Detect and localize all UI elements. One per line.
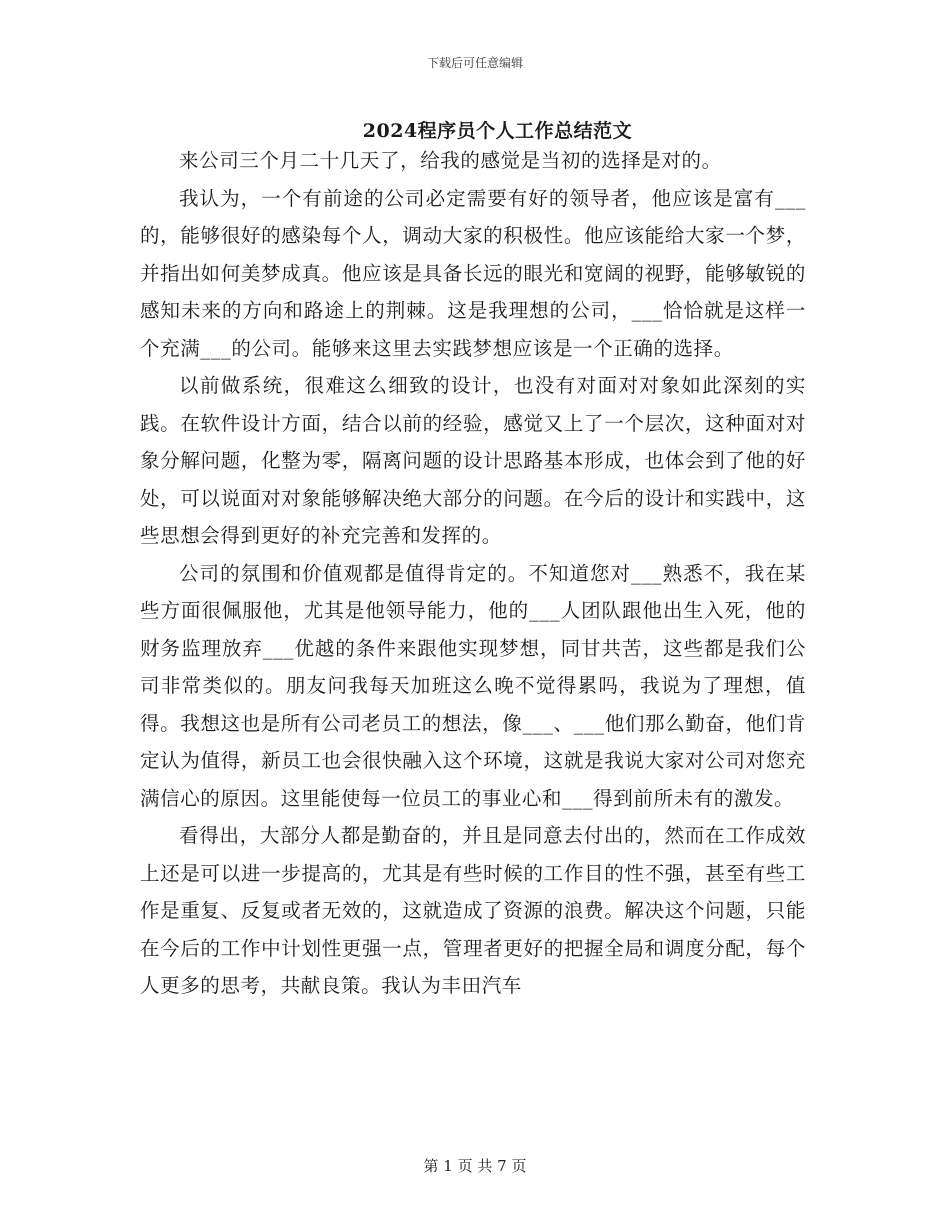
- paragraph: 看得出，大部分人都是勤奋的，并且是同意去付出的，然而在工作成效上还是可以进一步提高的，尤其是有些时候的工作目的性不强，甚至有些工作是重复、反复或者无效的，这就造成了资源的浪费。解决这个问题，只能在今后的工作中计划性更强一点，管理者更好的把握全局和调度分配，每个人更多的思考，共献良策。我认为丰田汽车: [140, 824, 806, 997]
- paragraph: 公司的氛围和价值观都是值得肯定的。不知道您对___熟悉不，我在某些方面很佩服他，尤其是他领导能力，他的___人团队跟他出生入死，他的财务监理放弃___优越的条件来跟他实现梦想，同甘共苦，这些都是我们公司非常类似的。朋友问我每天加班这么晚不觉得累吗，我说为了理想，值得。我想这也是所有公司老员工的想法，像___、___他们那么勤奋，他们肯定认为值得，新员工也会很快融入这个环境，这就是我说大家对公司对您充满信心的原因。这里能使每一位员工的事业心和___得到前所未有的激发。: [140, 561, 806, 810]
- paragraph: 以前做系统，很难这么细致的设计，也没有对面对对象如此深刻的实践。在软件设计方面，结合以前的经验，感觉又上了一个层次，这种面对对象分解问题，化整为零，隔离问题的设计思路基本形成，也体会到了他的好处，可以说面对对象能够解决绝大部分的问题。在今后的设计和实践中，这些思想会得到更好的补充完善和发挥的。: [140, 374, 806, 547]
- document-title: 2024程序员个人工作总结范文: [362, 120, 633, 142]
- paragraph: 来公司三个月二十几天了，给我的感觉是当初的选择是对的。: [179, 149, 722, 172]
- header-note: 下载后可任意编辑: [426, 56, 523, 70]
- document-body: [140, 142, 806, 1005]
- paragraph: 我认为，一个有前途的公司必定需要有好的领导者，他应该是富有___的，能够很好的感染每个人，调动大家的积极性。他应该能给大家一个梦，并指出如何美梦成真。他应该是具备长远的眼光和宽阔的视野，能够敏锐的感知未来的方向和路途上的荆棘。这是我理想的公司，___恰恰就是这样一个充满___的公司。能够来这里去实践梦想应该是一个正确的选择。: [140, 186, 806, 360]
- page-indicator: 第 1 页 共 7 页: [423, 1157, 527, 1175]
